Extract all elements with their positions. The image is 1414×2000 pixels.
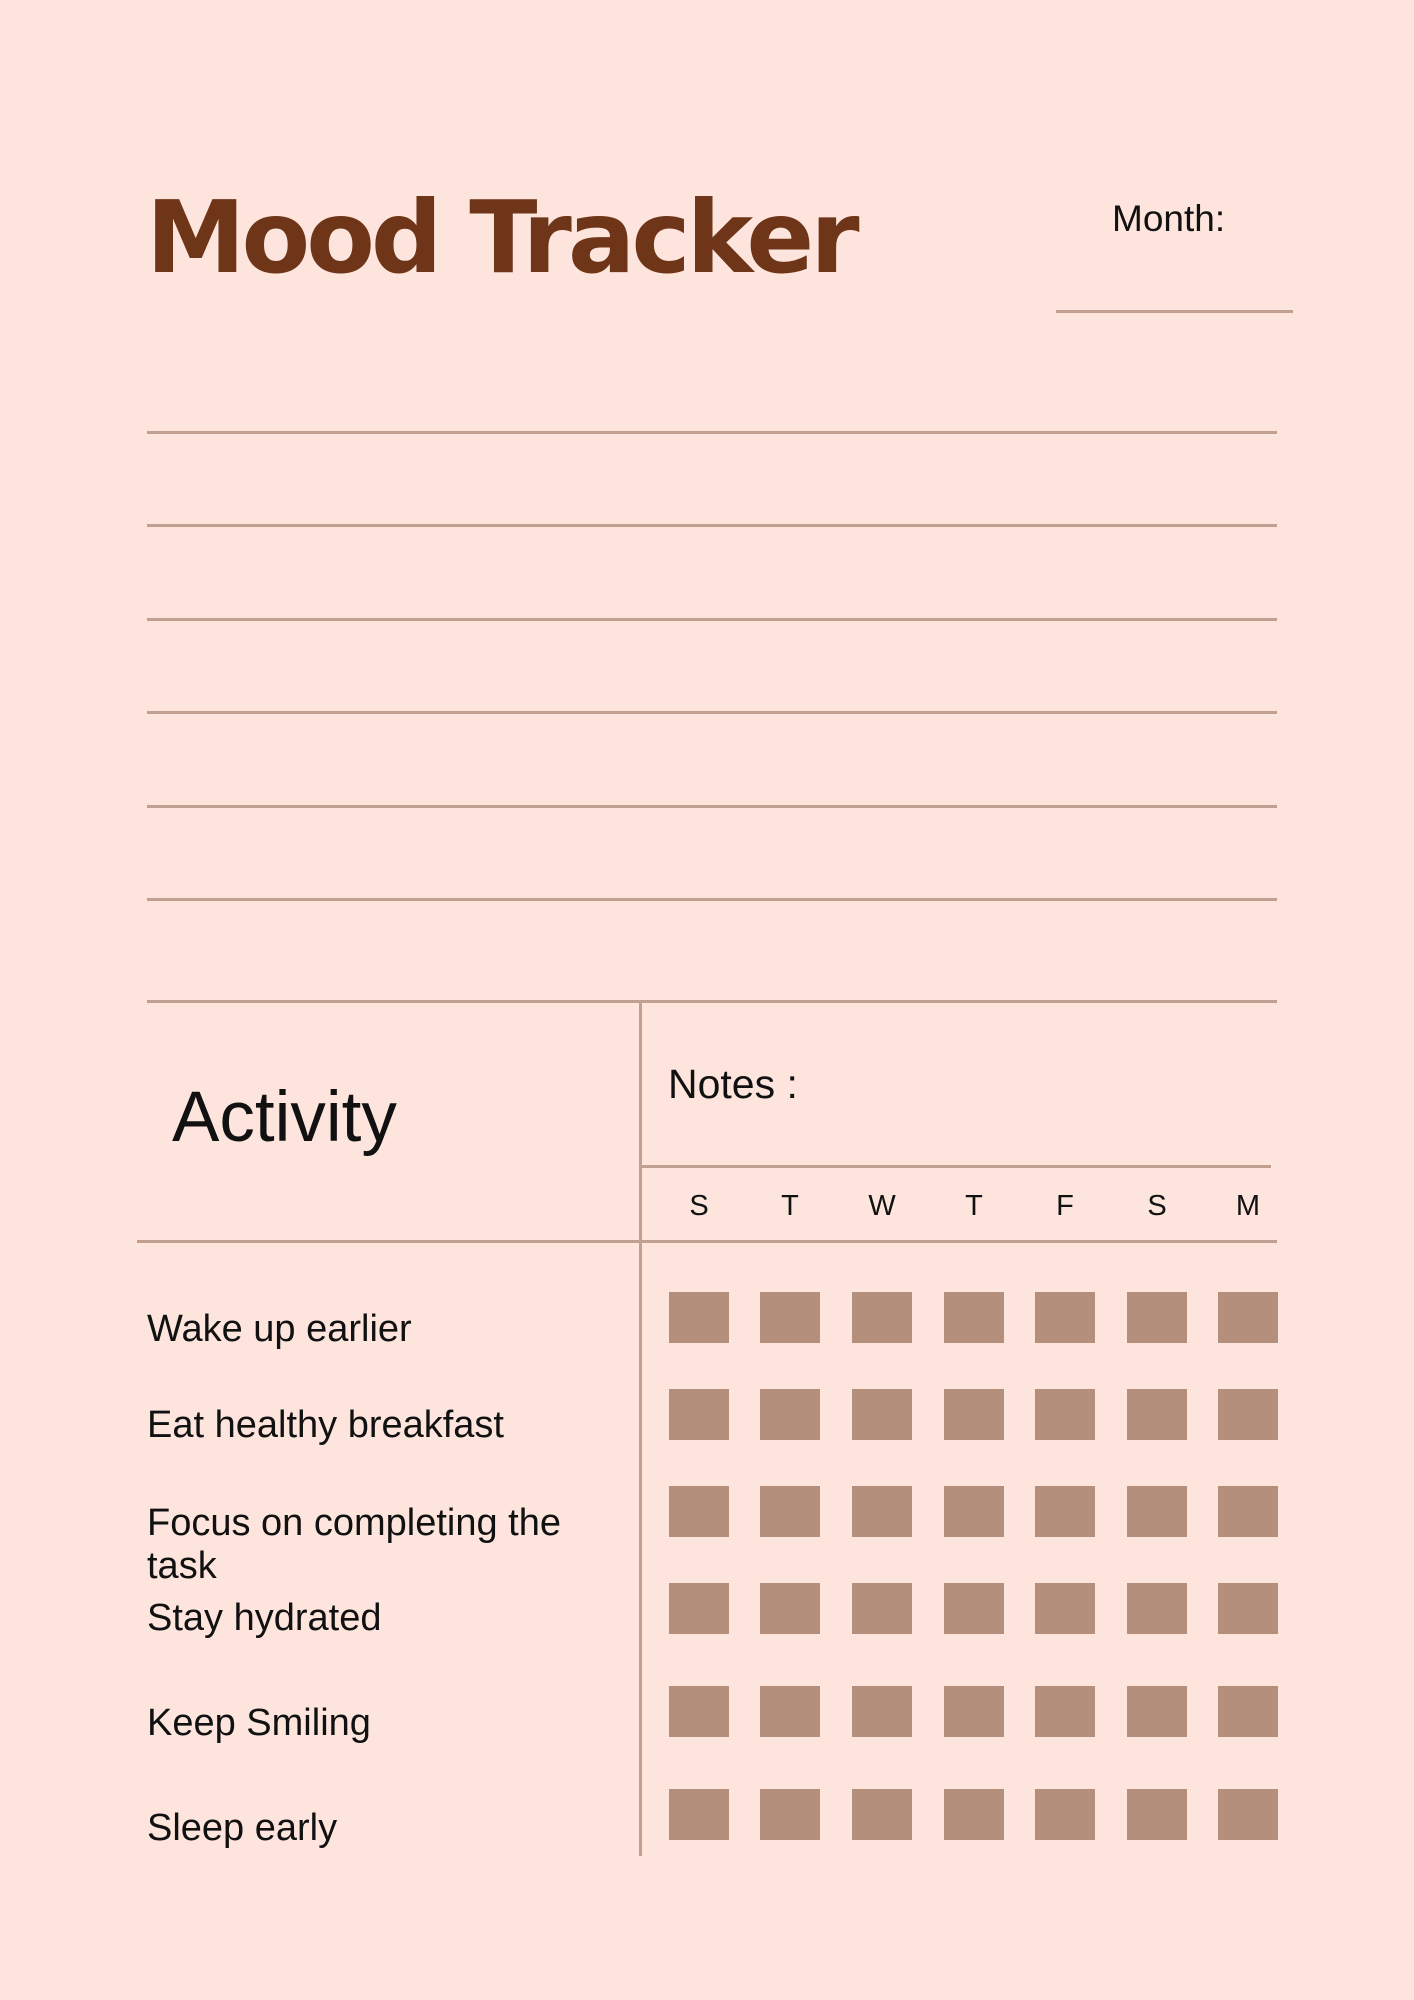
- habit-checkbox[interactable]: [1218, 1292, 1278, 1343]
- habit-checkbox[interactable]: [1218, 1789, 1278, 1840]
- activity-item: Eat healthy breakfast: [147, 1404, 504, 1446]
- journal-line[interactable]: [147, 805, 1277, 808]
- habit-checkbox[interactable]: [760, 1583, 820, 1634]
- habit-checkbox[interactable]: [944, 1292, 1004, 1343]
- habit-checkbox[interactable]: [1035, 1486, 1095, 1537]
- habit-checkbox[interactable]: [1127, 1789, 1187, 1840]
- habit-checkbox[interactable]: [760, 1789, 820, 1840]
- habit-checkbox[interactable]: [852, 1789, 912, 1840]
- journal-line[interactable]: [147, 898, 1277, 901]
- activity-item: Wake up earlier: [147, 1308, 412, 1350]
- habit-checkbox[interactable]: [944, 1389, 1004, 1440]
- notes-line[interactable]: [641, 1165, 1271, 1168]
- habit-checkbox[interactable]: [852, 1389, 912, 1440]
- habit-checkbox[interactable]: [944, 1583, 1004, 1634]
- journal-line[interactable]: [147, 711, 1277, 714]
- habit-checkbox[interactable]: [1035, 1292, 1095, 1343]
- habit-checkbox[interactable]: [760, 1686, 820, 1737]
- month-field-line[interactable]: [1056, 310, 1293, 313]
- page-title: Mood Tracker: [146, 179, 856, 296]
- habit-checkbox[interactable]: [1218, 1486, 1278, 1537]
- day-header: M: [1235, 1190, 1261, 1222]
- day-header: T: [781, 1190, 799, 1222]
- habit-checkbox[interactable]: [1035, 1389, 1095, 1440]
- habit-checkbox[interactable]: [1127, 1686, 1187, 1737]
- journal-line[interactable]: [147, 524, 1277, 527]
- habit-checkbox[interactable]: [1127, 1389, 1187, 1440]
- habit-checkbox[interactable]: [760, 1486, 820, 1537]
- habit-checkbox[interactable]: [1127, 1583, 1187, 1634]
- header-divider: [137, 1240, 1277, 1243]
- habit-checkbox[interactable]: [669, 1686, 729, 1737]
- day-header: F: [1056, 1190, 1074, 1222]
- day-header: T: [965, 1190, 983, 1222]
- habit-checkbox[interactable]: [1218, 1583, 1278, 1634]
- habit-checkbox[interactable]: [669, 1486, 729, 1537]
- column-divider: [639, 1000, 642, 1856]
- journal-line[interactable]: [147, 618, 1277, 621]
- habit-checkbox[interactable]: [944, 1486, 1004, 1537]
- habit-checkbox[interactable]: [669, 1583, 729, 1634]
- habit-checkbox[interactable]: [760, 1292, 820, 1343]
- habit-checkbox[interactable]: [1218, 1686, 1278, 1737]
- habit-checkbox[interactable]: [760, 1389, 820, 1440]
- habit-checkbox[interactable]: [1035, 1789, 1095, 1840]
- habit-checkbox[interactable]: [852, 1583, 912, 1634]
- habit-checkbox[interactable]: [852, 1292, 912, 1343]
- habit-checkbox[interactable]: [1035, 1686, 1095, 1737]
- activity-item: Keep Smiling: [147, 1702, 371, 1744]
- habit-checkbox[interactable]: [852, 1686, 912, 1737]
- habit-checkbox[interactable]: [669, 1389, 729, 1440]
- journal-line[interactable]: [147, 431, 1277, 434]
- habit-checkbox[interactable]: [1035, 1583, 1095, 1634]
- activity-heading: Activity: [172, 1078, 397, 1157]
- habit-checkbox[interactable]: [944, 1686, 1004, 1737]
- habit-checkbox[interactable]: [852, 1486, 912, 1537]
- activity-item: Focus on completing the task: [147, 1502, 562, 1587]
- habit-checkbox[interactable]: [669, 1292, 729, 1343]
- day-header: S: [1147, 1190, 1167, 1222]
- habit-checkbox[interactable]: [1127, 1292, 1187, 1343]
- activity-item: Sleep early: [147, 1807, 338, 1849]
- day-header: S: [689, 1190, 709, 1222]
- day-header: W: [868, 1190, 896, 1222]
- activity-item: Stay hydrated: [147, 1597, 382, 1639]
- month-label: Month:: [1112, 198, 1226, 239]
- habit-checkbox[interactable]: [1218, 1389, 1278, 1440]
- habit-checkbox[interactable]: [944, 1789, 1004, 1840]
- notes-label: Notes :: [668, 1061, 798, 1107]
- section-divider: [147, 1000, 1277, 1003]
- habit-checkbox[interactable]: [1127, 1486, 1187, 1537]
- habit-checkbox[interactable]: [669, 1789, 729, 1840]
